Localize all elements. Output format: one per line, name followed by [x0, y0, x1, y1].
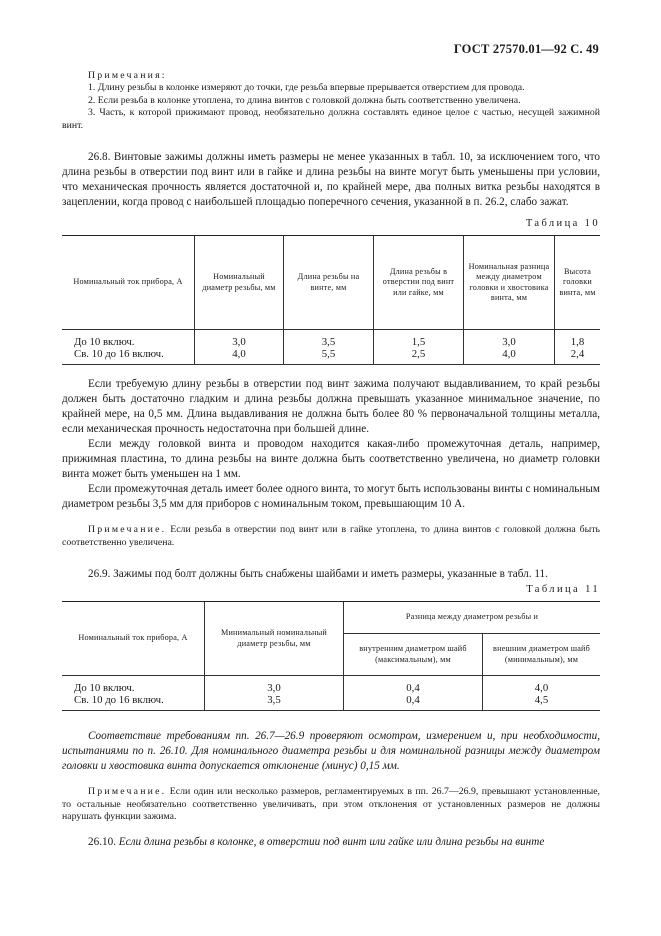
t11-cell: До 10 включ. Св. 10 до 16 включ.	[62, 676, 205, 711]
table-11	[62, 601, 600, 711]
table-10	[62, 235, 600, 365]
t10-cell: 1,8 2,4	[555, 330, 601, 365]
table-11-caption: Таблица 11	[526, 584, 600, 596]
table-row	[62, 330, 600, 365]
t10-header-hole-length: Длина резьбы в отверстии под винт или гайке, мм	[374, 236, 464, 330]
paragraph: Если между головкой винта и проводом находится какая-либо промежуточная деталь, например, прижимная пластина, то длина резьбы на винте должна быть соответственно увеличена, но диаметр головки винта может быть уменьшен на 1 мм.	[62, 438, 600, 481]
t10-cell: 3,0 4,0	[195, 330, 284, 365]
t10-cell: 1,5 2,5	[374, 330, 464, 365]
t11-header-group: Разница между диаметром резьбы и	[344, 602, 601, 634]
t10-header-diameter: Номинальный диаметр резьбы, мм	[195, 236, 284, 330]
table-row	[62, 676, 600, 711]
notes-label: Примечания:	[88, 70, 167, 81]
note-3	[62, 786, 600, 823]
t11-header-current: Номинальный ток прибора, А	[62, 602, 205, 676]
clause-26-10	[62, 835, 600, 850]
paragraph: Если требуемую длину резьбы в отверстии под винт зажима получают выдавливанием, то край резьбы должен быть достаточно гладким и длина резьбы должна превышать указанное минимальное значение, по крайней мере, на 0,5 мм. Длина выдавливания не должна быть более 80 % первоначальной толщины металла, если механическая прочность недостаточна при большей длине.	[62, 378, 600, 436]
note-2-label: Примечание.	[88, 524, 167, 536]
note-item-3: 3. Часть, к которой прижимают провод, необязательно должна составлять единое целое с частью, несущей зажимной винт.	[62, 107, 600, 131]
note-3-label: Примечание.	[88, 786, 167, 798]
t10-header-screw-length: Длина резьбы на винте, мм	[284, 236, 374, 330]
t10-header-head-height: Высота головки винта, мм	[555, 236, 601, 330]
t11-cell: 0,4 0,4	[344, 676, 483, 711]
clause-26-9: 26.9. Зажимы под болт должны быть снабжены шайбами и иметь размеры, указанные в табл. 11.	[88, 568, 548, 581]
t11-header-diameter: Минимальный номинальный диаметр резьбы, мм	[205, 602, 344, 676]
table-10-caption: Таблица 10	[525, 218, 600, 230]
paragraph: Если промежуточная деталь имеет более одного винта, то могут быть использованы винты с номинальным диаметром резьбы 3,5 мм для приборов с номинальным током, превышающим 10 А.	[62, 483, 600, 511]
t11-cell: 3,0 3,5	[205, 676, 344, 711]
note-2-text: Если резьба в отверстии под винт или в гайке утоплена, то длина винтов с головкой должна быть соответственно увеличена.	[62, 524, 600, 548]
note-2	[62, 524, 600, 549]
clause-26-10-text: Если длина резьбы в колонке, в отверстии под винт или гайке или длина резьбы на винте	[118, 836, 545, 849]
page-content	[62, 70, 600, 850]
compliance-text: Соответствие требованиям пп. 26.7—26.9 проверяют осмотром, измерением и, при необходимости, испытаниями по п. 26.10. Для номинального диаметра резьбы и для номинальной разницы между диаметром головки и хвостовика винта допускается отклонение (минус) 0,15 мм.	[62, 730, 600, 773]
note-3-text: Если один или несколько размеров, регламентируемых в пп. 26.7—26.9, превышают установленные, то остальные необязательно соответственно увеличивать, при этом отклонения от установленных размеров не должны нарушать функции зажима.	[62, 786, 601, 823]
t10-cell: 3,0 4,0	[464, 330, 555, 365]
notes-block	[62, 70, 600, 132]
t10-header-current: Номинальный ток прибора, А	[62, 236, 195, 330]
page-header: ГОСТ 27570.01—92 С. 49	[453, 42, 599, 56]
t11-cell: 4,0 4,5	[483, 676, 601, 711]
t10-cell: 3,5 5,5	[284, 330, 374, 365]
after-table-10	[62, 377, 600, 512]
t10-cell: До 10 включ. Св. 10 до 16 включ.	[62, 330, 195, 365]
t11-header-inner: внутренним диаметром шайб (максимальным), мм	[344, 634, 483, 676]
clause-26-8: 26.8. Винтовые зажимы должны иметь размеры не менее указанных в табл. 10, за исключением того, что длина резьбы в отверстии под винт или в гайке и длина резьбы на винте могут быть уменьшены при условии, что механическая прочность является достаточной и, по крайней мере, два полных витка резьбы находятся в зацеплении, когда провод с наибольшей площадью поперечного сечения, указанной в п. 26.2, слабо зажат.	[62, 151, 600, 209]
note-item-1: 1. Длину резьбы в колонке измеряют до точки, где резьба впервые прерывается отверстием для провода.	[88, 82, 525, 94]
t11-header-outer: внешним диаметром шайб (минимальным), мм	[483, 634, 601, 676]
clause-26-10-number: 26.10.	[88, 836, 116, 849]
t10-header-head-diff: Номинальная разница между диаметром головки и хвостовика винта, мм	[464, 236, 555, 330]
note-item-2: 2. Если резьба в колонке утоплена, то длина винтов с головкой должна быть соответственно увеличена.	[88, 94, 521, 106]
